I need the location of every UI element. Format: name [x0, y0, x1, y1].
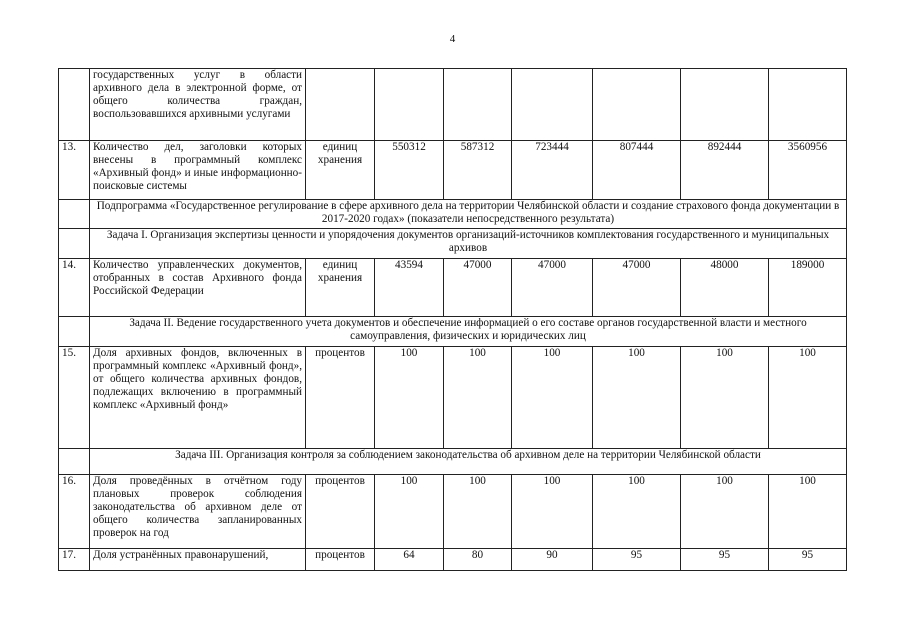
value-cell — [375, 69, 444, 141]
value-cell — [444, 69, 512, 141]
page-number: 4 — [449, 33, 456, 45]
indicator-name: Количество управленческих документов, отобранных в состав Архивного фонда Российской Федерации — [90, 259, 306, 317]
unit-cell: процентов — [306, 347, 375, 449]
value-cell: 100 — [512, 475, 593, 549]
table-row — [59, 549, 847, 571]
task-header: Задача I. Организация экспертизы ценности и упорядочения документов организаций-источников комплектования государственного и муниципальных архивов — [90, 229, 847, 259]
value-cell: 100 — [593, 475, 681, 549]
value-cell: 80 — [444, 549, 512, 571]
section-header-row — [59, 229, 847, 259]
empty-cell — [59, 449, 90, 475]
value-cell: 95 — [681, 549, 769, 571]
value-cell: 100 — [769, 347, 847, 449]
indicator-name: Количество дел, заголовки которых внесены в программный комплекс «Архивный фонд» и иные информационно-поисковые системы — [90, 141, 306, 200]
value-cell: 100 — [681, 347, 769, 449]
value-cell: 100 — [681, 475, 769, 549]
value-cell — [593, 69, 681, 141]
value-cell: 100 — [593, 347, 681, 449]
row-number — [59, 69, 90, 141]
value-cell: 100 — [769, 475, 847, 549]
indicators-table — [58, 68, 847, 571]
section-header-row — [59, 449, 847, 475]
unit-cell: процентов — [306, 549, 375, 571]
value-cell: 723444 — [512, 141, 593, 200]
value-cell: 892444 — [681, 141, 769, 200]
table-row — [59, 259, 847, 317]
section-header-row — [59, 317, 847, 347]
value-cell: 47000 — [512, 259, 593, 317]
value-cell: 47000 — [593, 259, 681, 317]
empty-cell — [59, 200, 90, 229]
value-cell: 550312 — [375, 141, 444, 200]
table-row — [59, 475, 847, 549]
row-number: 16. — [59, 475, 90, 549]
table-row — [59, 141, 847, 200]
value-cell: 3560956 — [769, 141, 847, 200]
unit-cell: единиц хранения — [306, 141, 375, 200]
row-number: 17. — [59, 549, 90, 571]
table-row — [59, 347, 847, 449]
empty-cell — [59, 317, 90, 347]
section-header-row — [59, 200, 847, 229]
value-cell: 807444 — [593, 141, 681, 200]
indicator-name: Доля устранённых правонарушений, — [90, 549, 306, 571]
value-cell: 189000 — [769, 259, 847, 317]
table-row — [59, 69, 847, 141]
row-number: 15. — [59, 347, 90, 449]
value-cell: 48000 — [681, 259, 769, 317]
unit-cell: процентов — [306, 475, 375, 549]
value-cell — [512, 69, 593, 141]
value-cell — [681, 69, 769, 141]
row-number: 13. — [59, 141, 90, 200]
indicator-name: Доля проведённых в отчётном году плановых проверок соблюдения законодательства об архивном деле от общего количества запланированных проверок на год — [90, 475, 306, 549]
empty-cell — [59, 229, 90, 259]
value-cell: 587312 — [444, 141, 512, 200]
row-number: 14. — [59, 259, 90, 317]
unit-cell: единиц хранения — [306, 259, 375, 317]
value-cell: 100 — [375, 347, 444, 449]
task-header: Задача II. Ведение государственного учета документов и обеспечение информацией о его составе органов государственной власти и местного самоуправления, физических и юридических лиц — [90, 317, 847, 347]
value-cell: 64 — [375, 549, 444, 571]
subprogram-header: Подпрограмма «Государственное регулирование в сфере архивного дела на территории Челябинской области и создание страхового фонда документации в 2017-2020 годах» (показатели непосредственного результата) — [90, 200, 847, 229]
value-cell: 47000 — [444, 259, 512, 317]
value-cell: 100 — [444, 347, 512, 449]
indicator-name: государственных услуг в области архивного дела в электронной форме, от общего количества граждан, воспользовавшихся архивными услугами — [90, 69, 306, 141]
unit-cell — [306, 69, 375, 141]
value-cell: 100 — [444, 475, 512, 549]
value-cell: 100 — [512, 347, 593, 449]
value-cell: 95 — [593, 549, 681, 571]
value-cell — [769, 69, 847, 141]
value-cell: 95 — [769, 549, 847, 571]
value-cell: 43594 — [375, 259, 444, 317]
task-header: Задача III. Организация контроля за соблюдением законодательства об архивном деле на территории Челябинской области — [90, 449, 847, 475]
indicator-name: Доля архивных фондов, включенных в программный комплекс «Архивный фонд», от общего количества архивных фондов, подлежащих включению в программный комплекс «Архивный фонд» — [90, 347, 306, 449]
value-cell: 100 — [375, 475, 444, 549]
value-cell: 90 — [512, 549, 593, 571]
